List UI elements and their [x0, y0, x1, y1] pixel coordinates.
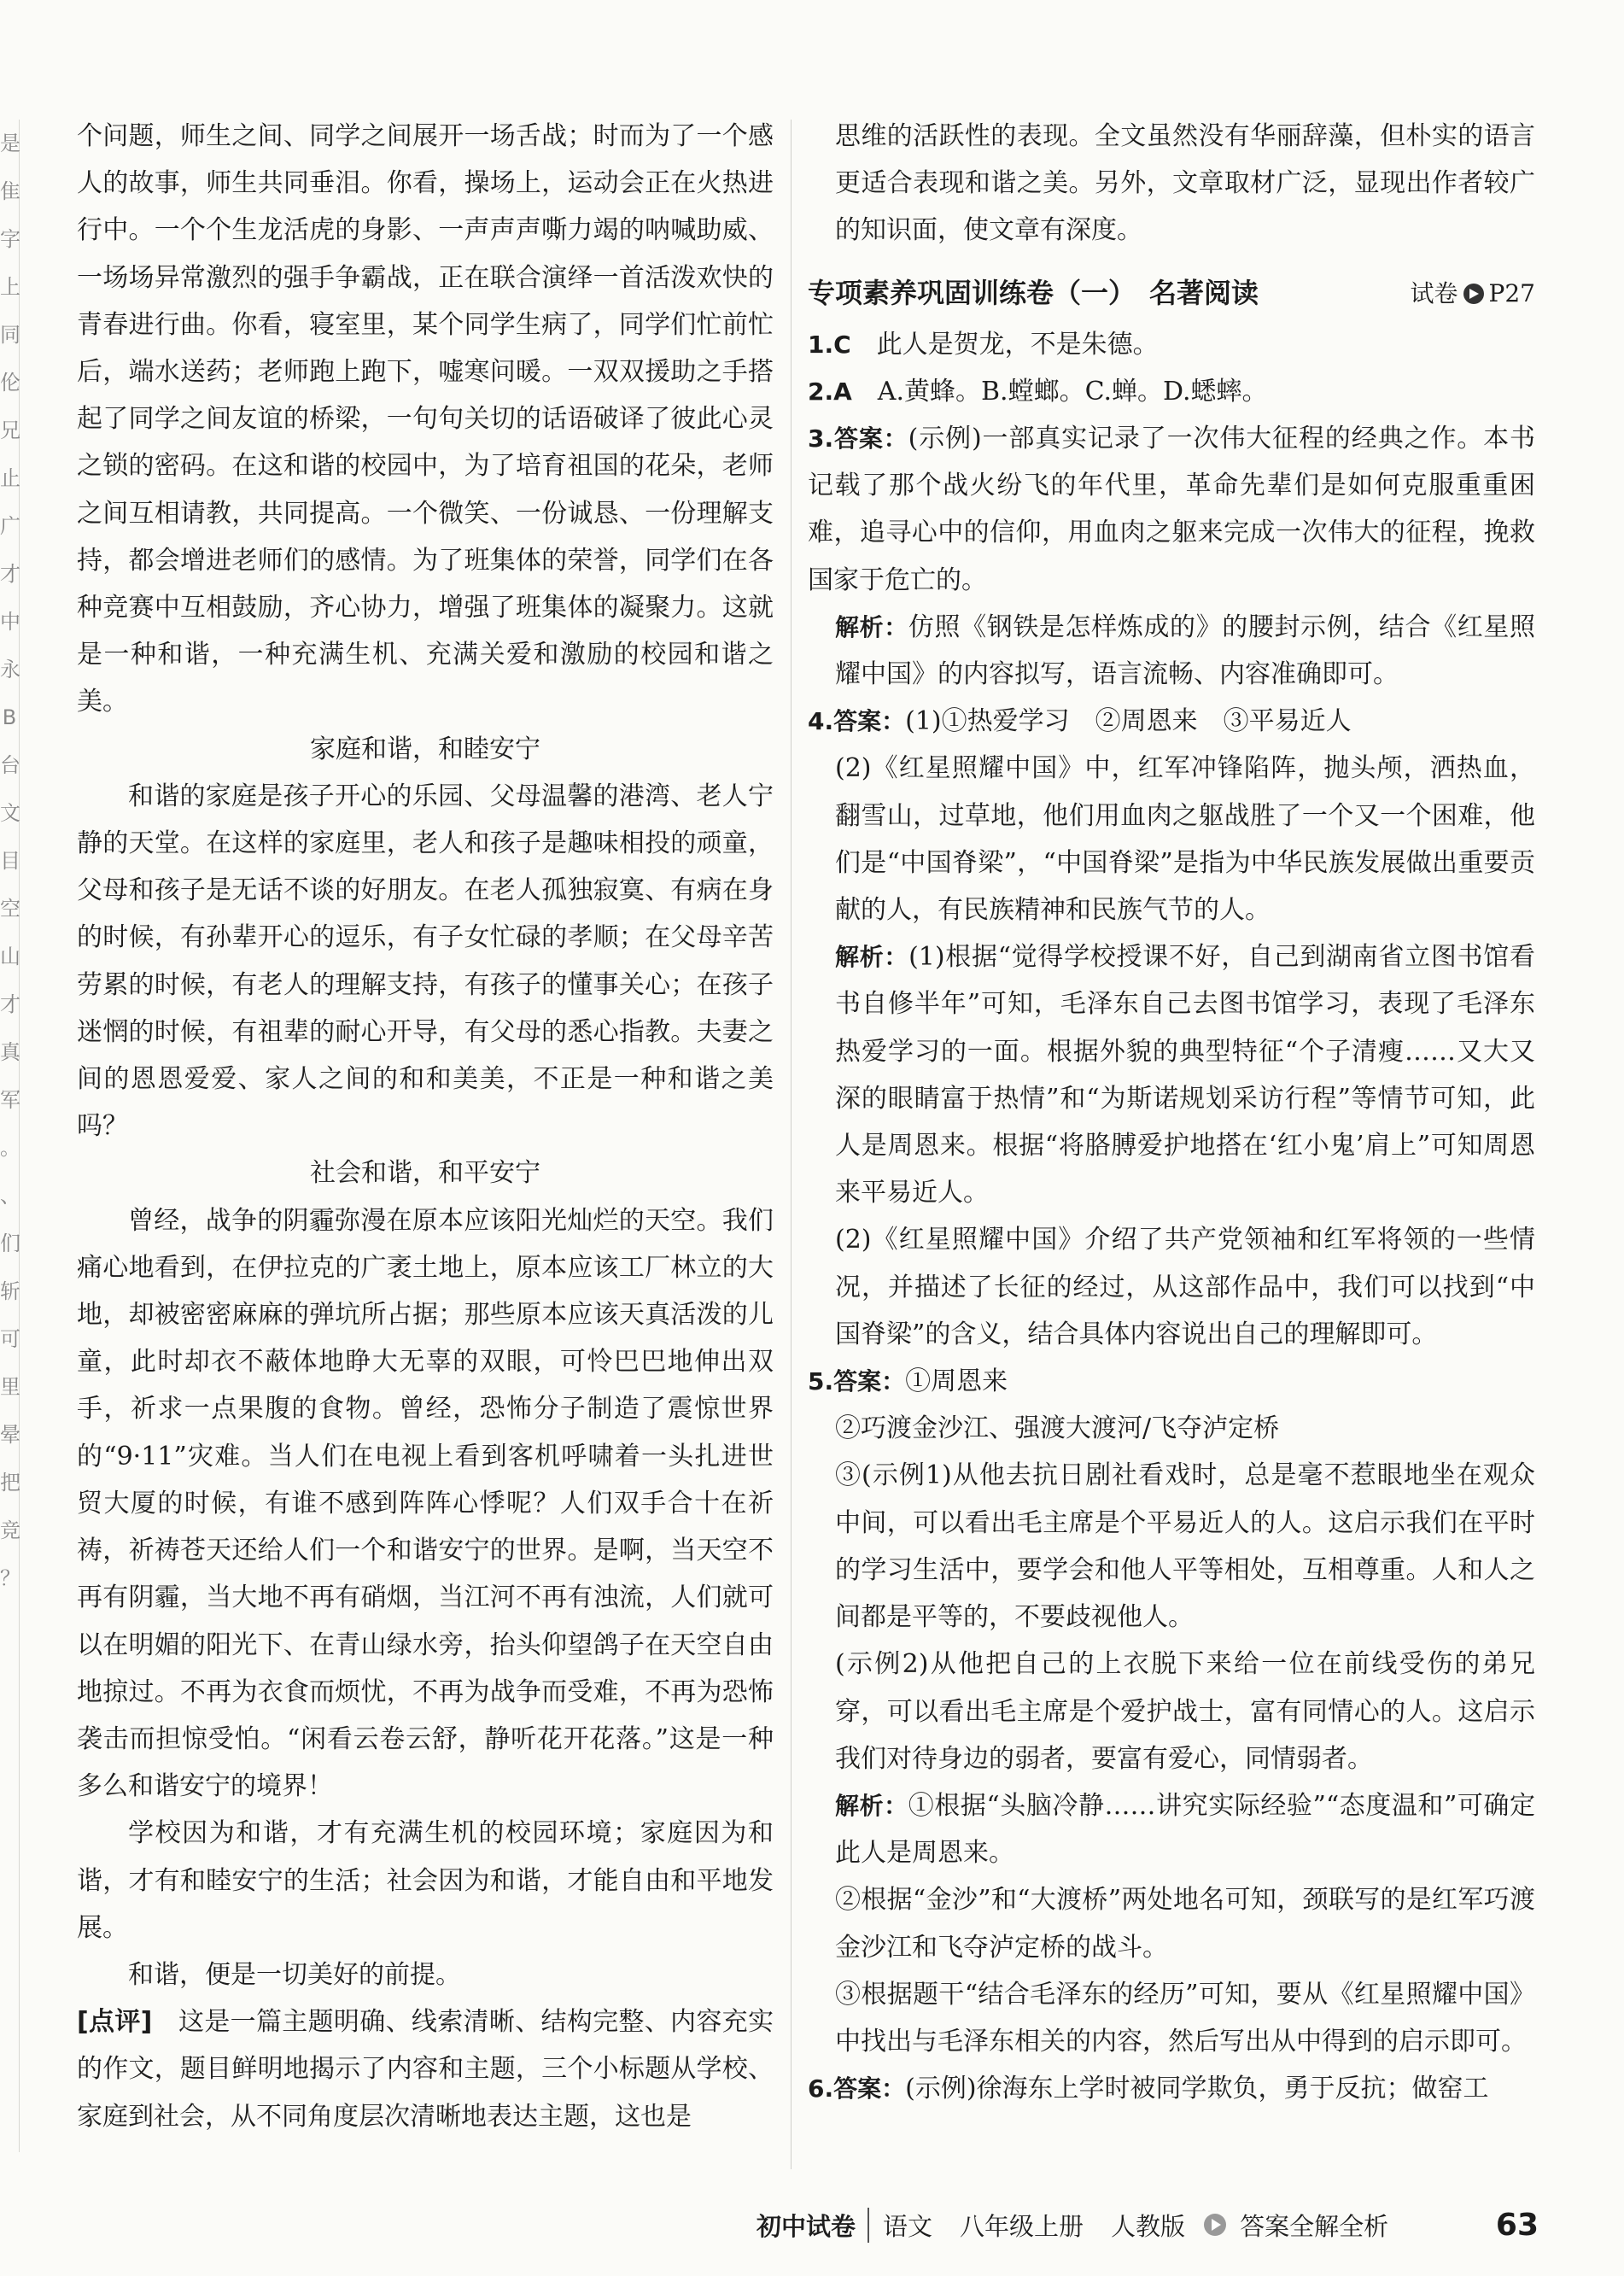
- left-edge-char: 晕: [0, 1423, 20, 1447]
- section-title-text: 专项素养巩固训练卷（一） 名著阅读: [808, 277, 1259, 309]
- left-edge-char: 广: [0, 514, 20, 538]
- answer-q2: 2.A A.黄蜂。B.螳螂。C.蝉。D.蟋蟀。: [808, 376, 1268, 407]
- paragraph: 个问题，师生之间、同学之间展开一场舌战；时而为了一个感人的故事，师生共同垂泪。你看，操场上，运动会正在火热进行中。一个个生龙活虎的身影、一声声声嘶力竭的呐喊助威、一场场异常激烈的强手争霸战，正在联合演绎一首活泼欢快的青春进行曲。你看，寝室里，某个同学生病了，同学们忙前忙后，端水送药；老师跑上跑下，嘘寒问暖。一双双援助之手搭起了同学之间友谊的桥梁，一句句关切的话语破译了彼此心灵之锁的密码。在这和谐的校园中，为了培育祖国的花朵，老师之间互相请教，共同提高。一个微笑、一份诚恳、一份理解支持，都会增进老师们的感情。为了班集体的荣誉，同学们在各种竞赛中互相鼓励，齐心协力，增强了班集体的凝聚力。这就是一种和谐，一种充满生机、充满关爱和激励的校园和谐之美。: [77, 121, 774, 717]
- left-edge-char: 斩: [0, 1279, 20, 1303]
- left-edge-char: 空: [0, 897, 20, 921]
- footer-subject: 语文: [883, 2211, 933, 2241]
- left-edge-char: 们: [0, 1232, 20, 1255]
- left-edge-char: 。: [0, 1136, 20, 1160]
- left-margin-bleed: [0, 120, 20, 2152]
- answer-q5: 5.答案：①周恩来: [808, 1366, 1008, 1397]
- analysis-q3: 解析：仿照《钢铁是怎样炼成的》的腰封示例，结合《红星照耀中国》的内容拟写，语言流畅、内容准确即可。: [835, 611, 1535, 690]
- section-ref-label: 试卷: [1410, 279, 1458, 307]
- paragraph: 学校因为和谐，才有充满生机的校园环境；家庭因为和谐，才有和睦安宁的生活；社会因为和谐，才能自由和平地发展。: [77, 1818, 774, 1943]
- left-edge-char: 永: [0, 658, 20, 682]
- play-icon: [1204, 2214, 1226, 2236]
- left-edge-char: 中: [0, 610, 20, 634]
- section-ref: [1411, 270, 1535, 317]
- left-edge-char: 才: [0, 992, 20, 1016]
- left-edge-char: ？: [0, 1566, 20, 1590]
- left-edge-char: 台: [0, 753, 20, 777]
- left-edge-char: 是: [0, 132, 20, 155]
- left-edge-char: 军: [0, 1088, 20, 1112]
- page-footer: [745, 2199, 1547, 2250]
- answer-q5-part3: ③(示例1)从他去抗日剧社看戏时，总是毫不惹眼地坐在观众中间，可以看出毛主席是个平易近人的人。这启示我们在平时的学习生活中，要学会和他人平等相处，互相尊重。人和人之间都是平等的，不要歧视他人。: [835, 1460, 1535, 1633]
- left-edge-char: 同: [0, 323, 20, 347]
- subheading-society: 社会和谐，和平安宁: [310, 1158, 540, 1189]
- left-edge-char: 隹: [0, 179, 20, 203]
- footer-edition: 人教版: [1111, 2211, 1186, 2241]
- left-edge-char: 才: [0, 562, 20, 586]
- left-edge-char: 山: [0, 945, 20, 968]
- arrow-right-icon: [1463, 284, 1484, 304]
- answer-q5-part4: (示例2)从他把自己的上衣脱下来给一位在前线受伤的弟兄穿，可以看出毛主席是个爱护战士，富有同情心的人。这启示我们对待身边的弱者，要富有爱心，同情弱者。: [835, 1649, 1535, 1774]
- page-number: 63: [1495, 2207, 1539, 2243]
- left-edge-char: 目: [0, 849, 20, 873]
- answer-q1: 1.C 此人是贺龙，不是朱德。: [808, 329, 1159, 360]
- left-edge-char: 可: [0, 1327, 20, 1351]
- left-edge-char: 把: [0, 1471, 20, 1495]
- left-edge-char: 上: [0, 275, 20, 299]
- analysis-q5: 解析：①根据“头脑冷静……讲究实际经验”“态度温和”可确定此人是周恩来。: [835, 1790, 1535, 1869]
- footer-answer: 答案全解全析: [1240, 2211, 1389, 2241]
- answer-q3: 3.答案：(示例)一部真实记录了一次伟大征程的经典之作。本书记载了那个战火纷飞的年代里，革命先辈们是如何克服重重困难，追寻心中的信仰，用血肉之躯来完成一次伟大的征程，挽救国家于危亡的。: [808, 424, 1535, 595]
- paragraph: 和谐，便是一切美好的前提。: [128, 1959, 461, 1990]
- left-edge-char: 止: [0, 466, 20, 490]
- left-edge-char: 里: [0, 1375, 20, 1399]
- paragraph: 思维的活跃性的表现。全文虽然没有华丽辞藻，但朴实的语言更适合表现和谐之美。另外，文章取材广泛，显现出作者较广的知识面，使文章有深度。: [835, 121, 1535, 246]
- answer-q5-part2: ②巧渡金沙江、强渡大渡河/飞夺泸定桥: [835, 1413, 1280, 1444]
- left-edge-char: 真: [0, 1040, 20, 1064]
- comment-label: [点评]: [77, 2007, 153, 2038]
- left-edge-char: 竞: [0, 1518, 20, 1542]
- section-ref-page: P27: [1488, 279, 1535, 307]
- comment-paragraph: [77, 1998, 774, 2140]
- left-edge-char: 、: [0, 1184, 20, 1208]
- paragraph: 曾经，战争的阴霾弥漫在原本应该阳光灿烂的天空。我们痛心地看到，在伊拉克的广袤土地上，原本应该工厂林立的大地，却被密密麻麻的弹坑所占据；那些原本应该天真活泼的儿童，此时却衣不蔽体地睁大无辜的双眼，可怜巴巴地伸出双手，祈求一点果腹的食物。曾经，恐怖分子制造了震惊世界的“9·11”灾难。当人们在电视上看到客机呼啸着一头扎进世贸大厦的时候，有谁不感到阵阵心悸呢？人们双手合十在祈祷，祈祷苍天还给人们一个和谐安宁的世界。是啊，当天空不再有阴霾，当大地不再有硝烟，当江河不再有浊流，人们就可以在明媚的阳光下、在青山绿水旁，抬头仰望鸽子在天空自由地掠过。不再为衣食而烦忧，不再为战争而受难，不再为恐怖袭击而担惊受怕。“闲看云卷云舒，静听花开花落。”这是一种多么和谐安宁的境界！: [77, 1205, 774, 1802]
- footer-brand: 初中试卷: [745, 2208, 869, 2243]
- analysis-q4-part2: (2)《红星照耀中国》介绍了共产党领袖和红军将领的一些情况，并描述了长征的经过，从这部作品中，我们可以找到“中国脊梁”的含义，结合具体内容说出自己的理解即可。: [835, 1225, 1535, 1349]
- answer-q4: 4.答案：(1)①热爱学习 ②周恩来 ③平易近人: [808, 706, 1352, 737]
- right-column: [808, 113, 1535, 2112]
- left-edge-char: 兄: [0, 418, 20, 442]
- left-edge-char: 伦: [0, 371, 20, 395]
- analysis-q5-part3: ③根据题干“结合毛泽东的经历”可知，要从《红星照耀中国》中找出与毛泽东相关的内容，然后写出从中得到的启示即可。: [835, 1979, 1535, 2057]
- answer-q4-part2: (2)《红星照耀中国》中，红军冲锋陷阵，抛头颅，洒热血，翻雪山，过草地，他们用血肉之躯战胜了一个又一个困难，他们是“中国脊梁”，“中国脊梁”是指为中华民族发展做出重要贡献的人，有民族精神和民族气节的人。: [835, 753, 1535, 926]
- footer-grade: 八年级上册: [960, 2211, 1084, 2241]
- answer-q6: 6.答案：(示例)徐海东上学时被同学欺负，勇于反抗；做窑工: [808, 2074, 1489, 2104]
- comment-text: 这是一篇主题明确、线索清晰、结构完整、内容充实的作文，题目鲜明地揭示了内容和主题，三个小标题从学校、家庭到社会，从不同角度层次清晰地表达主题，这也是: [77, 2007, 774, 2132]
- analysis-q4: 解析：(1)根据“觉得学校授课不好，自己到湖南省立图书馆看书自修半年”可知，毛泽东自己去图书馆学习，表现了毛泽东热爱学习的一面。根据外貌的典型特征“个子清瘦……又大又深的眼睛富于热情”和“为斯诺规划采访行程”等情节可知，此人是周恩来。根据“将胳膊爱护地搭在‘红小鬼’肩上”可知周恩来平易近人。: [835, 942, 1535, 1208]
- analysis-q5-part2: ②根据“金沙”和“大渡桥”两处地名可知，颈联写的是红军巧渡金沙江和飞夺泸定桥的战斗。: [835, 1885, 1535, 1963]
- left-edge-char: 字: [0, 227, 20, 251]
- column-divider: [791, 120, 792, 2169]
- subheading-family: 家庭和谐，和睦安宁: [310, 734, 540, 764]
- paragraph: 和谐的家庭是孩子开心的乐园、父母温馨的港湾、老人宁静的天堂。在这样的家庭里，老人和孩子是趣味相投的顽童，父母和孩子是无话不谈的好朋友。在老人孤独寂寞、有病在身的时候，有孙辈开心的逗乐，有子女忙碌的孝顺；在父母辛苦劳累的时候，有老人的理解支持，有孩子的懂事关心；在孩子迷惘的时候，有祖辈的耐心开导，有父母的悉心指教。夫妻之间的恩恩爱爱、家人之间的和和美美，不正是一种和谐之美吗？: [77, 781, 774, 1142]
- left-edge-char: 文: [0, 801, 20, 825]
- left-column: [77, 113, 774, 2140]
- left-edge-char: B: [2, 705, 17, 729]
- section-title: [808, 266, 1535, 321]
